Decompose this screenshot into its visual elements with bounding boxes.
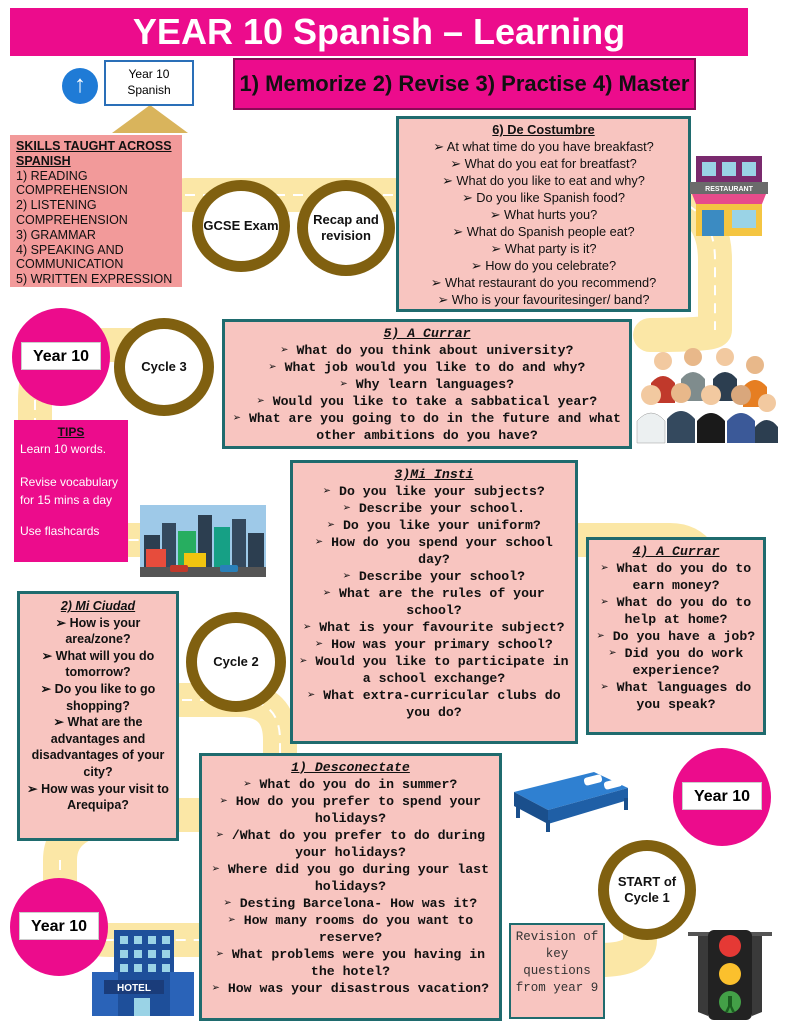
- bullet-icon: ➢: [470, 257, 482, 273]
- unit-3-heading: 3)Mi Insti: [394, 467, 474, 482]
- year-signpost: [104, 60, 194, 106]
- bullet-icon: ➢: [256, 394, 265, 409]
- hotel-icon: [90, 922, 196, 1018]
- gcse-exam-ring: [192, 180, 290, 272]
- question-text: What do you like to eat and why?: [456, 172, 645, 188]
- question-text: How many rooms do you want to reserve?: [243, 913, 474, 945]
- question-item: [299, 568, 569, 585]
- question-text: How do you spend your school day?: [331, 535, 553, 567]
- question-text: What job would you like to do and why?: [284, 360, 586, 375]
- question-item: [403, 275, 684, 292]
- recap-label: Recap and revision: [313, 212, 379, 243]
- question-item: [403, 224, 684, 241]
- unit-6-list: [403, 139, 684, 309]
- question-item: [403, 241, 684, 258]
- bullet-icon: ➢: [342, 569, 351, 584]
- restaurant-icon: [688, 150, 770, 238]
- bullet-icon: ➢: [430, 274, 442, 290]
- question-text: Do you like Spanish food?: [476, 189, 625, 205]
- skills-item: 5) WRITTEN EXPRESSION: [16, 272, 173, 287]
- traffic-light-icon: [688, 926, 772, 1020]
- question-text: What party is it?: [504, 240, 597, 256]
- question-text: Where did you go during your last holidays?: [227, 862, 490, 894]
- bullet-icon: ➢: [433, 138, 444, 154]
- question-text: What hurts you?: [504, 206, 598, 222]
- question-text: What are the advantages and disadvantages of your city?: [31, 715, 165, 779]
- question-item: [299, 619, 569, 636]
- revision-note: Revision of key questions from year 9: [509, 923, 605, 1019]
- question-text: How is your area/zone?: [65, 615, 141, 647]
- question-text: What restaurant do you recommend?: [445, 274, 657, 290]
- bullet-icon: ➢: [215, 828, 224, 843]
- question-text: What do Spanish people eat?: [466, 223, 635, 239]
- bullet-icon: ➢: [223, 896, 232, 911]
- tips-line: Learn 10 words.: [20, 442, 107, 457]
- unit-5-list: [231, 342, 623, 444]
- skills-panel: [10, 135, 182, 287]
- question-item: [207, 793, 494, 827]
- city-skyline-icon: [140, 505, 266, 577]
- question-item: [593, 594, 759, 628]
- bullet-icon: ➢: [600, 680, 609, 695]
- question-item: [299, 653, 569, 687]
- cycle-3-ring: [114, 318, 214, 416]
- bullet-icon: ➢: [211, 862, 220, 877]
- bullet-icon: ➢: [27, 781, 38, 796]
- bullet-icon: ➢: [280, 343, 289, 358]
- unit-1-list: [207, 776, 494, 997]
- question-text: What are you going to do in the future and what other ambitions do you have?: [248, 411, 621, 443]
- question-item: [207, 895, 494, 912]
- question-text: How do you celebrate?: [485, 257, 617, 273]
- question-text: Who is your favouritesinger/ band?: [451, 291, 650, 307]
- question-item: [403, 207, 684, 224]
- question-item: [207, 980, 494, 997]
- people-group-icon: [633, 343, 778, 445]
- cycle-2-label: Cycle 2: [213, 654, 259, 669]
- question-text: Would you like to take a sabbatical year?: [272, 394, 598, 409]
- question-item: [207, 861, 494, 895]
- skills-heading: SKILLS TAUGHT ACROSS SPANISH: [16, 139, 172, 168]
- unit-4-box: [586, 537, 766, 735]
- bullet-icon: ➢: [600, 561, 609, 576]
- bullet-icon: ➢: [339, 377, 348, 392]
- bullet-icon: ➢: [219, 794, 228, 809]
- question-text: What do you think about university?: [296, 343, 574, 358]
- unit-2-box: [17, 591, 179, 841]
- bullet-icon: ➢: [490, 240, 502, 256]
- question-text: How was your primary school?: [331, 637, 553, 652]
- cycle-2-ring: [186, 612, 286, 712]
- bullet-icon: ➢: [215, 947, 224, 962]
- question-item: [231, 393, 623, 410]
- question-item: [207, 946, 494, 980]
- unit-4-list: [593, 560, 759, 713]
- skills-item: 4) SPEAKING AND COMMUNICATION: [16, 242, 124, 272]
- bullet-icon: ➢: [323, 484, 332, 499]
- unit-2-heading: 2) Mi Ciudad: [60, 599, 136, 613]
- question-text: What extra-curricular clubs do you do?: [323, 688, 561, 720]
- question-text: Do you like to go shopping?: [54, 681, 156, 713]
- bullet-icon: ➢: [342, 501, 351, 516]
- unit-4-heading: 4) A Currar: [632, 544, 720, 559]
- question-item: [231, 410, 623, 444]
- question-text: What do you do to earn money?: [616, 561, 752, 593]
- question-item: [26, 781, 170, 814]
- bed-icon: [508, 766, 632, 832]
- bullet-icon: ➢: [233, 411, 242, 426]
- bullet-icon: ➢: [299, 654, 308, 669]
- skills-item: 1) READING COMPREHENSION: [16, 168, 128, 198]
- unit-1-heading: 1) Desconectate: [291, 760, 410, 775]
- up-arrow-icon: ↑: [62, 68, 98, 104]
- question-item: [207, 776, 494, 793]
- question-item: [299, 517, 569, 534]
- question-item: [231, 342, 623, 359]
- tips-line: Use flashcards: [20, 523, 100, 538]
- question-text: /What do you prefer to do during your holidays?: [231, 828, 486, 860]
- question-text: Describe your school.: [358, 501, 526, 516]
- question-item: [593, 645, 759, 679]
- question-item: [299, 500, 569, 517]
- question-text: What do you eat for breatfast?: [464, 155, 637, 171]
- unit-1-box: [199, 753, 502, 1021]
- skills-item: 3) GRAMMAR: [16, 227, 96, 242]
- hotel-sign-text: HOTEL: [117, 983, 151, 994]
- question-text: What problems were you having in the hotel?: [231, 947, 486, 979]
- bullet-icon: ➢: [315, 535, 324, 550]
- unit-2-list: [26, 615, 170, 814]
- bullet-icon: ➢: [462, 189, 473, 205]
- bullet-icon: ➢: [53, 715, 64, 730]
- bullet-icon: ➢: [211, 981, 220, 996]
- bullet-icon: ➢: [303, 620, 312, 635]
- bullet-icon: ➢: [243, 777, 252, 792]
- question-text: What do you do in summer?: [259, 777, 458, 792]
- bullet-icon: ➢: [450, 155, 461, 171]
- question-item: [593, 560, 759, 594]
- bullet-icon: ➢: [437, 291, 449, 307]
- year-label-mid-right: Year 10: [682, 782, 762, 810]
- bullet-icon: ➢: [268, 360, 277, 375]
- page-title: YEAR 10 Spanish – Learning: [10, 8, 748, 56]
- question-text: How was your visit to Arequipa?: [41, 781, 169, 813]
- unit-5-box: [222, 319, 632, 449]
- bullet-icon: ➢: [315, 637, 324, 652]
- question-item: [299, 585, 569, 619]
- unit-3-box: [290, 460, 578, 744]
- question-text: How was your disastrous vacation?: [227, 981, 490, 996]
- question-item: [403, 258, 684, 275]
- question-text: Describe your school?: [358, 569, 526, 584]
- question-text: What will you do tomorrow?: [55, 648, 155, 680]
- unit-6-heading: 6) De Costumbre: [492, 122, 595, 137]
- year-signpost-line2: Spanish: [127, 83, 171, 97]
- restaurant-sign-text: RESTAURANT: [705, 186, 753, 193]
- bullet-icon: ➢: [327, 518, 336, 533]
- bullet-icon: ➢: [41, 648, 53, 663]
- bullet-icon: ➢: [40, 681, 52, 696]
- bullet-icon: ➢: [608, 646, 617, 661]
- bullet-icon: ➢: [307, 688, 316, 703]
- question-item: [26, 714, 170, 780]
- year-signpost-line1: Year 10: [128, 67, 170, 81]
- tips-heading: TIPS: [57, 425, 85, 439]
- bullet-icon: ➢: [442, 172, 453, 188]
- bullet-icon: ➢: [227, 913, 236, 928]
- question-item: [207, 827, 494, 861]
- question-item: [403, 139, 684, 156]
- question-item: [593, 628, 759, 645]
- unit-5-heading: 5) A Currar: [383, 326, 471, 341]
- year-label-top-left: Year 10: [21, 342, 101, 370]
- question-item: [299, 534, 569, 568]
- bullet-icon: ➢: [596, 629, 605, 644]
- question-item: [207, 912, 494, 946]
- question-item: [26, 648, 170, 681]
- question-text: How do you prefer to spend your holidays?: [235, 794, 482, 826]
- question-item: [403, 156, 684, 173]
- question-text: Do you like your uniform?: [343, 518, 541, 533]
- start-cycle-1-label: START of Cycle 1: [617, 874, 677, 905]
- question-text: Why learn languages?: [355, 377, 515, 392]
- question-text: Do you have a job?: [612, 629, 756, 644]
- unit-6-box: [396, 116, 691, 312]
- bullet-icon: ➢: [452, 223, 464, 239]
- question-item: [403, 190, 684, 207]
- bullet-icon: ➢: [323, 586, 332, 601]
- question-text: What are the rules of your school?: [339, 586, 545, 618]
- question-item: [299, 687, 569, 721]
- question-text: Do you like your subjects?: [339, 484, 545, 499]
- question-item: [593, 679, 759, 713]
- gcse-exam-label: GCSE Exam: [203, 218, 279, 233]
- question-text: What languages do you speak?: [616, 680, 752, 712]
- question-item: [231, 376, 623, 393]
- cycle-3-label: Cycle 3: [141, 359, 187, 374]
- question-item: [26, 681, 170, 714]
- tips-line: Revise vocabulary for 15 mins a day: [20, 475, 119, 507]
- signpost-triangle: [112, 105, 188, 133]
- question-item: [299, 636, 569, 653]
- question-text: Did you do work experience?: [624, 646, 744, 678]
- question-item: [231, 359, 623, 376]
- question-text: Desting Barcelona- How was it?: [239, 896, 478, 911]
- year-label-bottom-left: Year 10: [19, 912, 99, 940]
- question-text: What do you do to help at home?: [616, 595, 752, 627]
- bullet-icon: ➢: [489, 206, 501, 222]
- unit-3-list: [299, 483, 569, 721]
- question-item: [299, 483, 569, 500]
- skills-item: 2) LISTENING COMPREHENSION: [16, 198, 128, 227]
- bullet-icon: ➢: [600, 595, 609, 610]
- recap-ring: [297, 180, 395, 276]
- question-item: [26, 615, 170, 648]
- bullet-icon: ➢: [55, 615, 67, 630]
- start-cycle-1-ring: [598, 840, 696, 940]
- question-item: [403, 292, 684, 309]
- learning-steps-banner: 1) Memorize 2) Revise 3) Practise 4) Master: [233, 58, 696, 110]
- tips-panel: [14, 420, 128, 562]
- question-text: What is your favourite subject?: [319, 620, 565, 635]
- question-item: [403, 173, 684, 190]
- question-text: At what time do you have breakfast?: [446, 138, 654, 154]
- question-text: Would you like to participate in a school exchange?: [315, 654, 569, 686]
